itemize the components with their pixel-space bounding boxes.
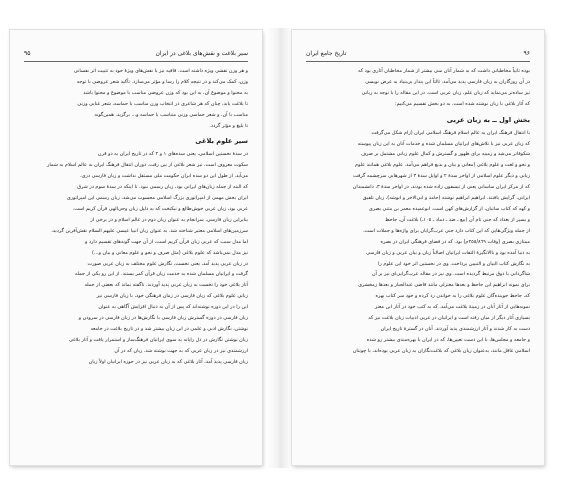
text-line: اسلامی غافل مانند، به‌عنوان زبان بلاغی که بلاغت‌نگاران به زبان عربی بوده‌اند، با چونتان	[352, 347, 530, 354]
text-line: در آن روزگاران به زبان فارسی پدید می‌آمد. ثالثاً این پندار بی‌بنیاد ‌به عرض نویسی	[365, 78, 530, 85]
text-line: نیز مدل نمی‌باشد که علوم بلاغی (مثل صرف و نحو و علوم معانی و بیان و...)	[92, 249, 248, 256]
text-line: به نگارش کتاب البیان و التبیین پرداخت. وی در نخستین اثر خود این علوم را	[378, 260, 530, 267]
text-line: ارزشمندی نیز در زبان عربی که به جهت نوشته شد. زبان که در آن	[114, 347, 248, 354]
text-line: با انتقال فرهنگ ایران به عالم اسلام فرهنگ اسلامی ایران (زام شکل می‌گرفت	[371, 129, 530, 136]
text-line: ایرانی، گرایش یافتند. ابراهیم ابراهیم نوشته (حامد و ابی‌الاخر و انوشه)، زبان تلفیق	[362, 195, 530, 202]
right-page-number: ۹۶	[523, 49, 530, 57]
text-line: بسیاری آثار دیگر از میان رفته است و ایرانیان در عربی ادبیات زبان بلاغت نیز که	[368, 315, 530, 322]
left-running-head	[24, 47, 248, 62]
left-page-body	[24, 66, 248, 457]
text-line: عربی بود، زبان عربی خوش‌طالع و نیکبخت که به دلیل زبان وحی‌الهی قرآن کریم است.	[72, 205, 248, 212]
text-line: سرزمین‌های اسلامی معتبر شناخته شد. به عنوان زبان انبیا عیسی علیهم السلام نقش‌آفرین گردید،	[51, 227, 248, 234]
text-line: که آثار بلاغی با زبان نوشته شده است. به دو بخش تقسیم می‌کنیم:	[395, 100, 530, 107]
text-line: زبان فارسی در دوره گسترش زبان فارسی با نگارش‌ها در زبان فارسی در سرودن و	[78, 315, 248, 322]
text-line: شاگردانی با ذوق مرتبط گردیده است. وی نیز در مقاله عرب‌گرا‌یی‌ای نیز بر آن	[371, 271, 530, 278]
text-line: ممتازی بصری (وفات ٢٥٥/٨٦٩م) بود. که در فضای فرهنگی ایران در بصره	[380, 238, 530, 245]
right-intro-paragraph	[306, 66, 530, 110]
text-line: در سدهٔ نخستین اسلامی، یعنی سده‌های ۱ و ۲ که در تاریخ ایران به دو قرن	[97, 151, 248, 158]
book-gutter	[266, 28, 292, 468]
text-line: نمونه‌هایی از آثار آنان در زمینهٔ بلاغت می‌آمد. که به کتب خود در آثار ابن معتز	[374, 304, 530, 311]
text-line: به محتوا و موضوع آن، به این بود که وزن عروضی مناسب با موضوع و محتوا باشد	[83, 89, 248, 96]
text-line: آثار بلاغی خود را نخست به زبان عربی پدید آوردند. ناگفته نماند که بعضی از جمله	[84, 282, 248, 289]
text-line: و نحو و لغت و علوم بلاغی (معانی و بیان و بدیع فراهم می‌آمد. علوم بلاغی همانند علوم	[355, 162, 530, 169]
text-line: زبان نوشتن نگارش در دل رایانه به سوی ایرانیان فرهنگ‌ساز و استمرار یافت و آثار بلاغی	[69, 336, 248, 343]
text-line: که، جاحظ جوینده‌گان علوم بلاغی را به خواندن رد کرده و خود سر کتاب بهره	[375, 293, 530, 300]
text-line: وزن، کمک می‌کند و در نتیجه کلام را رسا و مؤثر می‌سازد. تأکید شعر عروضی با توجه	[76, 78, 248, 85]
text-line: تا بلیغ و مؤثر گردد.	[209, 122, 248, 129]
text-line: بوده ثانیاً مخاطبانی داشت که به شمار آنان سی بیشتر از شمار مخاطبان آثاری بود که	[358, 68, 530, 74]
text-line: از جمله ویژگی‌هایی که این کتاب دارد جنی عرب‌گرایان برای واژه‌ها و جملات است،	[363, 227, 530, 234]
text-line: زبانی و دیگر علوم اسلامی از اواخر سدهٔ ۲ و اوایل سدهٔ ۳ از شهرهایی سرچشمه گرفت	[353, 173, 530, 180]
right-running-head	[306, 47, 530, 62]
text-line: گرفت و ایرانیان مسلمان شده به خدمت زبان قرآن کمر بستند. از این رو یکی از جمله	[74, 271, 248, 278]
text-line: زبان فارسی پدید آمد، آثار بلاغی که به زبان عربی نیز در حوزه ایرانیان اولاً زبان	[88, 358, 248, 365]
text-line: که زبان عربی نیز با تلاش‌های ایرانیان مسلمان شده و خدمات آنان به این زبان پیوسته	[357, 140, 530, 147]
text-line: نوشتن، نگارش ادبی و علمی در این زبان بیشتر شد و در تاریخ بلاغت در جامعه	[90, 325, 248, 332]
right-section-paragraph	[306, 128, 530, 357]
left-intro-paragraph	[24, 66, 248, 131]
right-page	[292, 30, 544, 465]
left-running-head-title: سیر بلاغت و نقش‌های بلاغی در ایران	[155, 49, 248, 57]
right-running-head-title: تاریخ جامع ایران	[306, 49, 347, 57]
text-line: اما مدل سبب که عربی زبان قرآن کریم است، از آن جهت گونه‌های تقسیم دارد و	[84, 238, 248, 245]
text-line: تا بلاغت یابد، چنان که هر شاعری در انتخاب وزن مناسب با حماسه، شعر غنایی وزنی	[77, 100, 248, 107]
text-line: شکوفاتر می‌شد و زمینه برای ظهور و گسترش و کمال علوم زبانی مشتمل بر صرف	[360, 151, 530, 158]
text-line: که البته از جمله زبان‌های ایرانی بود، زبان رسمی نبود. تا اینکه در سدهٔ سوم در شرق	[77, 184, 248, 191]
text-line: این را در این دوره نوشته‌اند که پس از آن به دنبال افزایش آگاهی به عنوان	[98, 304, 248, 311]
text-line: به دنیا آمده بود و باالانگیزهٔ التفات ایرانیان اصالتاً زبان و بیان عربی و زبان فارسی	[366, 249, 530, 256]
right-page-body	[306, 66, 530, 457]
text-line: و بسیر از بغداد که جنی تام آن (بیع ـ ضد ـ دماد ـ ١٠٥ـ) بلاغت آن، جاحظ	[384, 216, 530, 223]
text-line: ایران بخش مهمی از امپراتوری بزرگ اسلامی محسوب می‌شد، زبان رسمی این امپراتوری	[66, 195, 248, 202]
text-line: دست به کار شدند و آثار ارزشمندی پدید آوردند. آنان در گسترهٔ تاریخ ایران	[380, 325, 530, 332]
left-page-number: ۹۵	[24, 49, 31, 57]
text-line: بنابراین زبان فارسی، سرانجام به عنوان زبان دوم در عالم اسلام و در برخی از	[90, 216, 248, 223]
right-section-heading: بخش اول ــ به زبان عربی	[446, 115, 530, 124]
left-section-heading: سیر علوم بلاغی	[195, 137, 248, 146]
text-line: می‌آید. از طول این دو سده ایران حکومت ملی مستقل نداشت و زبان فارسی دری،	[80, 173, 248, 180]
text-line: و کهه که کتاب ساتبان، از گزارش‌های کهن است. ابوعمیده معمر بن مثنی بصری	[368, 205, 530, 212]
text-line: و جامعه و مجلس‌ها، با این دست تعیین‌ها، که در ایران با بهره‌مندی بیشتر رو شده	[366, 336, 530, 343]
text-line: مناسب با آن، ‌و شعر حماسی وزنی متناسب با حماسه و... برگزید. همین‌گونه	[94, 111, 248, 118]
text-line: برای نمونه ابراهیم این جاحظ و بعدها معتزلی مانند قاضی عبدالجبار و بعدها زمخشری	[358, 282, 530, 289]
text-line: که از مرکز ایران ساسانی یعنی از تیسفون زاده شده بودند، در اواخر سدهٔ ۳، دانشمندان	[352, 184, 530, 191]
text-line: در زبان عربی پدید آمد، یعنی نخست، نگارش علوم مختلف به زبان عربی صورت	[87, 260, 248, 267]
left-page	[10, 30, 262, 465]
left-section-paragraph	[24, 149, 248, 367]
text-line: سکوت معروف است، نیز شعر بلاغی از بین رفت. دوران انتقال فرهنگ ایران به عالم اسلام به شمار	[47, 162, 248, 169]
text-line: و هر وزن نقشی ویژه داشته است. قافیه نیز با نقش‌های ویژهٔ خود به تثبیت اثر نفسانی	[73, 68, 248, 74]
text-line: نیز ساده‌تر می‌نماید که زبان علم، زبان عربی است. در این مقاله را با توجه به زبانی	[361, 89, 530, 96]
text-line: زبانی علوم بلاغی که زبان فارسی در زمان فرهنگی خود، با زبان فارسی نیز	[96, 293, 248, 300]
